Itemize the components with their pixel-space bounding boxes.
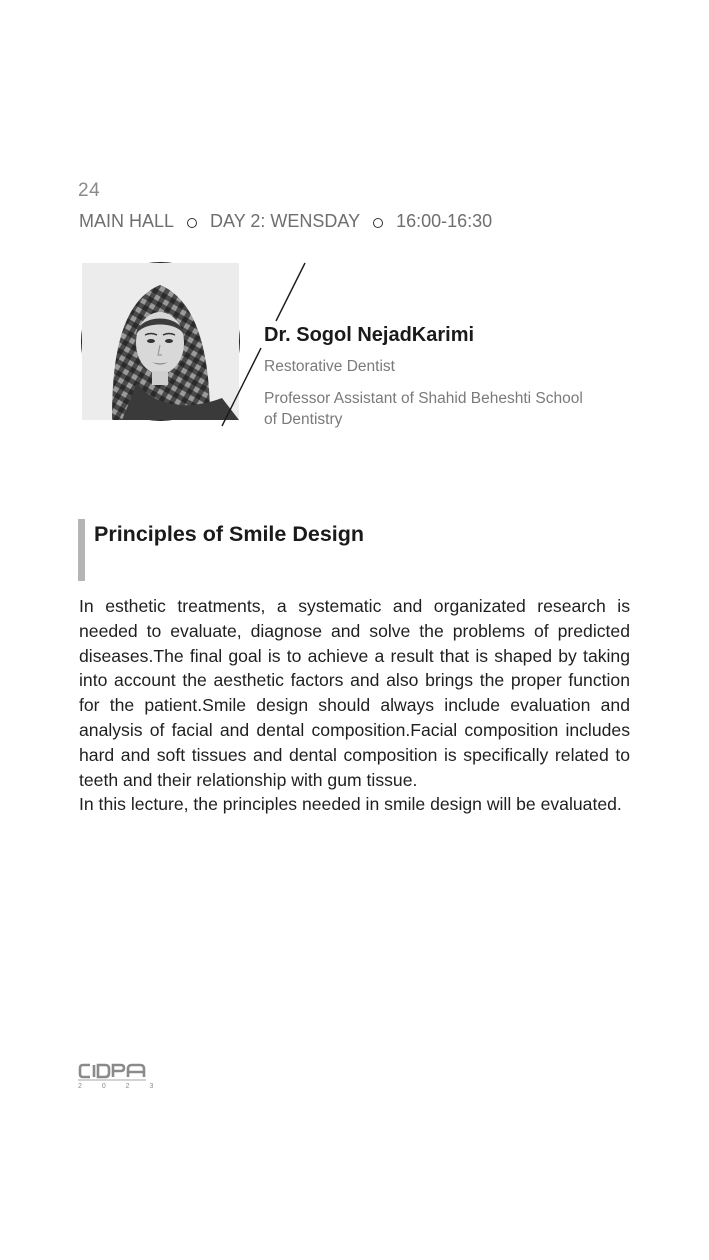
talk-abstract — [79, 594, 630, 817]
abstract-paragraph: In esthetic treatments, a systematic and organizated research is needed to evaluate, diagnose and solve the problems of predicted diseases.The final goal is to achieve a result that is shaped by taking into account the aesthetic factors and also brings the proper function for the patient.Smile design should always include evaluation and analysis of facial and dental composition.Facial composition includes hard and soft tissues and dental composition is specifically related to teeth and their relationship with gum tissue. — [79, 596, 630, 790]
session-day: DAY 2: WENSDAY — [210, 211, 361, 231]
circle-separator-icon — [187, 218, 197, 228]
abstract-paragraph: In this lecture, the principles needed in smile design will be evaluated. — [79, 794, 622, 815]
speaker-name: Dr. Sogol NejadKarimi — [264, 324, 475, 346]
page-number: 24 — [78, 180, 101, 201]
slash-line-upper — [276, 263, 305, 321]
cidpa-logo — [78, 1062, 163, 1090]
cidpa-logo-icon — [78, 1062, 163, 1090]
session-meta — [79, 211, 492, 232]
speaker-photo — [81, 262, 240, 421]
title-accent-bar — [78, 519, 85, 581]
logo-year: 2 0 2 3 — [78, 1083, 163, 1090]
session-hall: MAIN HALL — [79, 211, 175, 231]
session-time: 16:00-16:30 — [396, 211, 493, 231]
talk-title: Principles of Smile Design — [94, 522, 365, 546]
speaker-affiliation: Professor Assistant of Shahid Beheshti School of Dentistry — [264, 390, 583, 428]
speaker-role: Restorative Dentist — [264, 358, 395, 375]
speaker-portrait-icon — [82, 263, 239, 420]
circle-separator-icon — [373, 218, 383, 228]
